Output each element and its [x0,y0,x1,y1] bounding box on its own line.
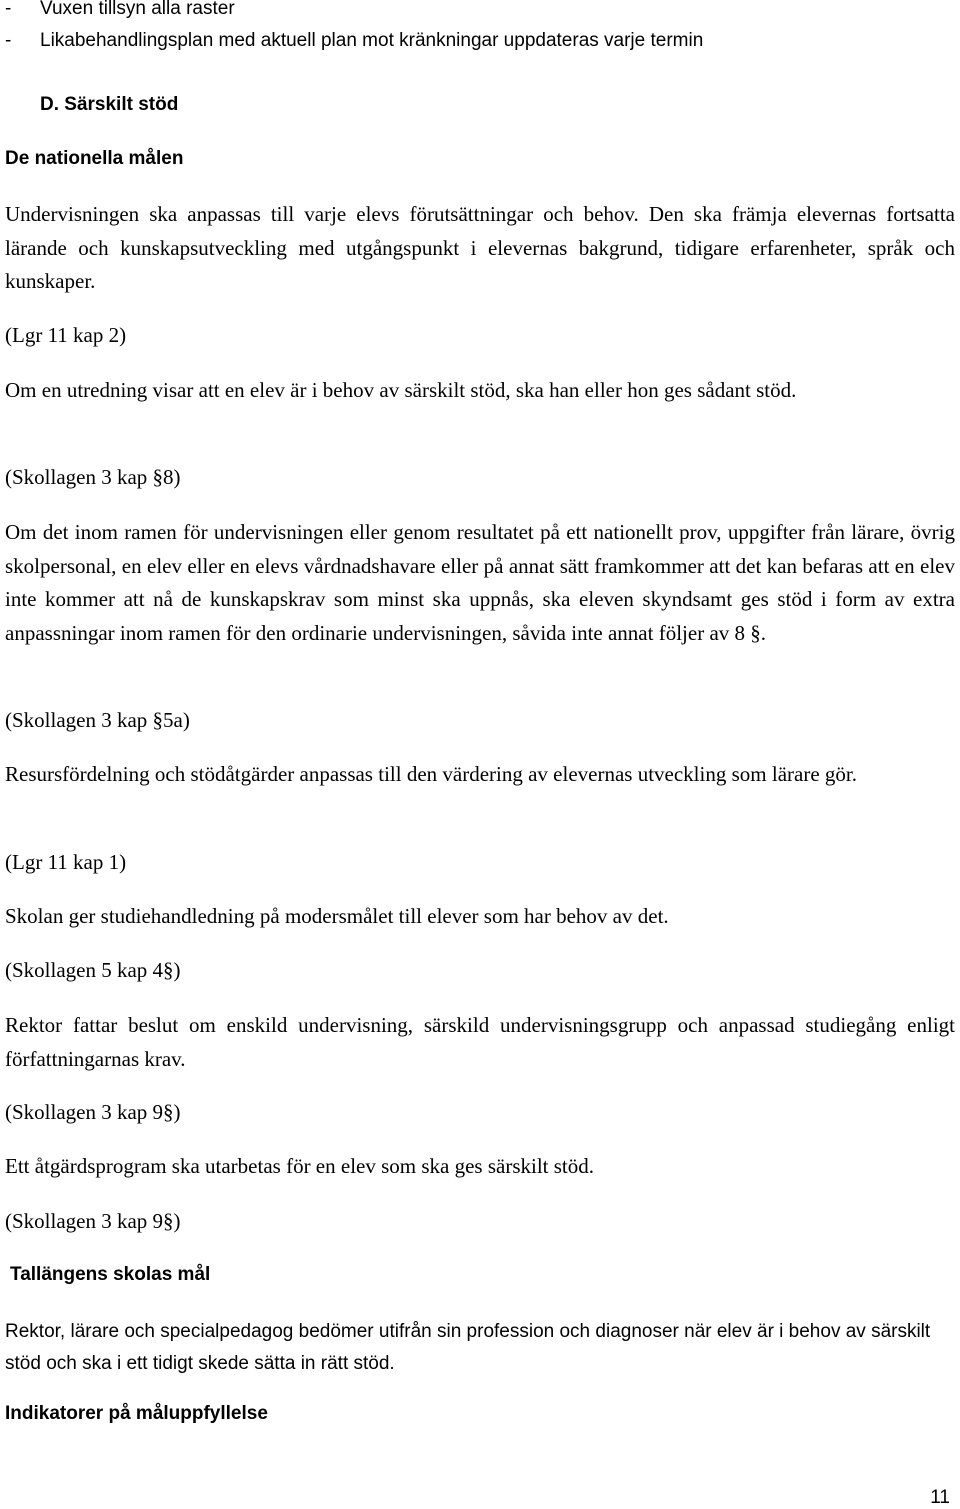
paragraph: Om en utredning visar att en elev är i behov av särskilt stöd, ska han eller hon ges sådant stöd. [5,378,797,402]
paragraph: Undervisningen ska anpassas till varje elevs förutsättningar och behov. Den ska främja elevernas fortsatta lärande och kunskapsutveckling med utgångspunkt i elevernas bakgrund, tidigare erfarenheter, språk och kunskaper. [5,202,955,293]
reference: (Skollagen 3 kap 9§) [5,1209,181,1233]
local-goals-heading: Tallängens skolas mål [10,1264,211,1285]
reference: (Lgr 11 kap 1) [5,850,127,874]
bullet-item: - Likabehandlingsplan med aktuell plan mot kränkningar uppdateras varje termin [5,30,704,51]
paragraph: Om det inom ramen för undervisningen eller genom resultatet på ett nationellt prov, uppgifter från lärare, övrig skolpersonal, en elev eller en elevs vårdnadshavare eller på annat sätt framkommer att det kan befaras att en elev inte kommer att nå de kunskapskrav som minst ska uppnås, ska eleven skyndsamt ges stöd i form av extra anpassningar inom ramen för den ordinarie undervisningen, såvida inte annat följer av 8 §. [5,520,955,645]
bullet-item: - Vuxen tillsyn alla raster [5,0,235,19]
indicators-heading: Indikatorer på måluppfyllelse [5,1403,268,1424]
bullet-dash: - [5,0,12,19]
subheading: De nationella målen [5,148,184,169]
section-heading: D. Särskilt stöd [40,94,179,115]
paragraph: Skolan ger studiehandledning på modersmålet till elever som har behov av det. [5,904,669,928]
page-number: 11 [930,1487,950,1508]
reference: (Skollagen 5 kap 4§) [5,958,181,982]
paragraph: Ett åtgärdsprogram ska utarbetas för en elev som ska ges särskilt stöd. [5,1154,595,1178]
reference: (Skollagen 3 kap §8) [5,465,181,489]
bullet-dash: - [5,30,12,51]
reference: (Skollagen 3 kap §5a) [5,708,190,732]
reference: (Skollagen 3 kap 9§) [5,1100,181,1124]
local-goals-text: Rektor, lärare och specialpedagog bedömer utifrån sin profession och diagnoser när elev är i behov av särskilt stöd och ska i ett tidigt skede sätta in rätt stöd. [5,1321,931,1374]
paragraph: Rektor fattar beslut om enskild undervisning, särskild undervisningsgrupp och anpassad studiegång enligt författningarnas krav. [5,1013,955,1071]
paragraph: Resursfördelning och stödåtgärder anpassas till den värdering av elevernas utveckling som lärare gör. [5,762,857,786]
reference: (Lgr 11 kap 2) [5,323,127,347]
